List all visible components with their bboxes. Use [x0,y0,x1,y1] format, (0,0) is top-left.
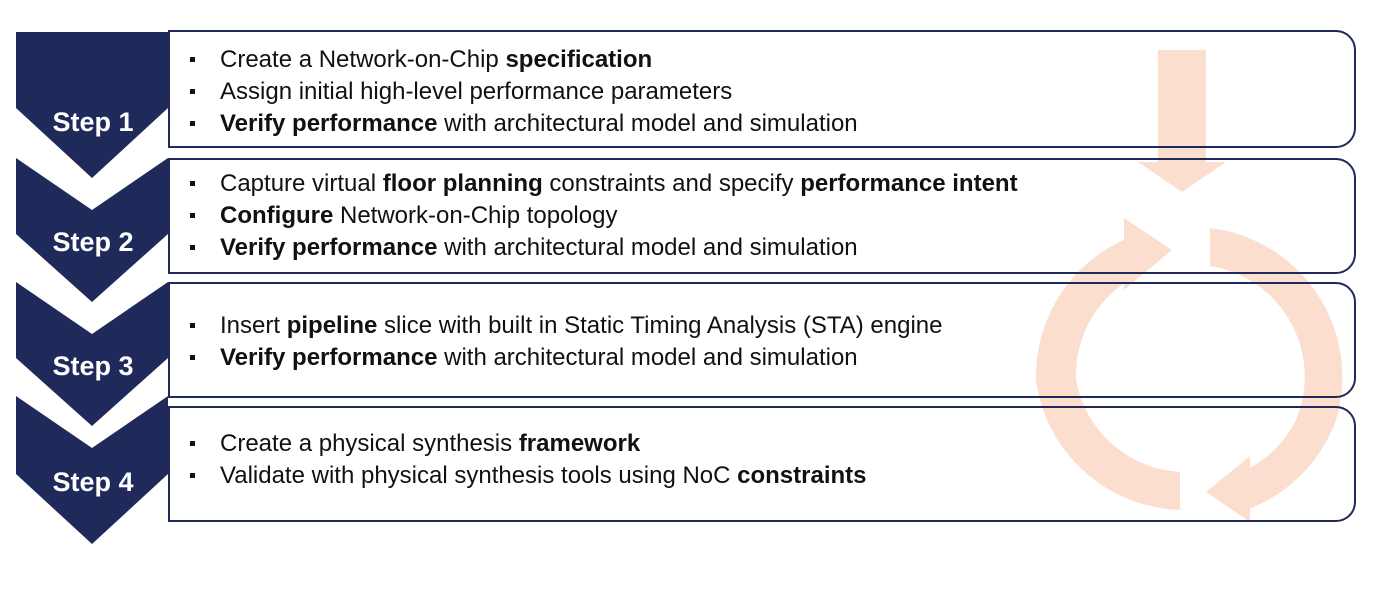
step-1-chevron [16,32,168,178]
step-3-bullet-list [188,310,1344,374]
bullet-item: Insert pipeline slice with built in Static Timing Analysis (STA) engine [188,310,1344,342]
bullet-item: Assign initial high-level performance parameters [188,76,1344,108]
step-2-bullet-list [188,168,1344,264]
step-4-bullet-list [188,428,1344,492]
bullet-item: Verify performance with architectural model and simulation [188,342,1344,374]
step-4-label: Step 4 [52,467,134,497]
step-3-label: Step 3 [52,351,134,381]
bullet-item: Create a physical synthesis framework [188,428,1344,460]
step-1-box [168,30,1356,148]
step-3-box [168,282,1356,398]
bullet-item: Validate with physical synthesis tools using NoC constraints [188,460,1344,492]
step-4-box [168,406,1356,522]
step-1-bullet-list [188,44,1344,140]
bullet-item: Create a Network-on-Chip specification [188,44,1344,76]
step-2-label: Step 2 [52,227,134,257]
bullet-item: Capture virtual floor planning constraints and specify performance intent [188,168,1344,200]
step-1-label: Step 1 [52,107,134,137]
bullet-item: Verify performance with architectural model and simulation [188,108,1344,140]
step-2-box [168,158,1356,274]
bullet-item: Configure Network-on-Chip topology [188,200,1344,232]
bullet-item: Verify performance with architectural model and simulation [188,232,1344,264]
